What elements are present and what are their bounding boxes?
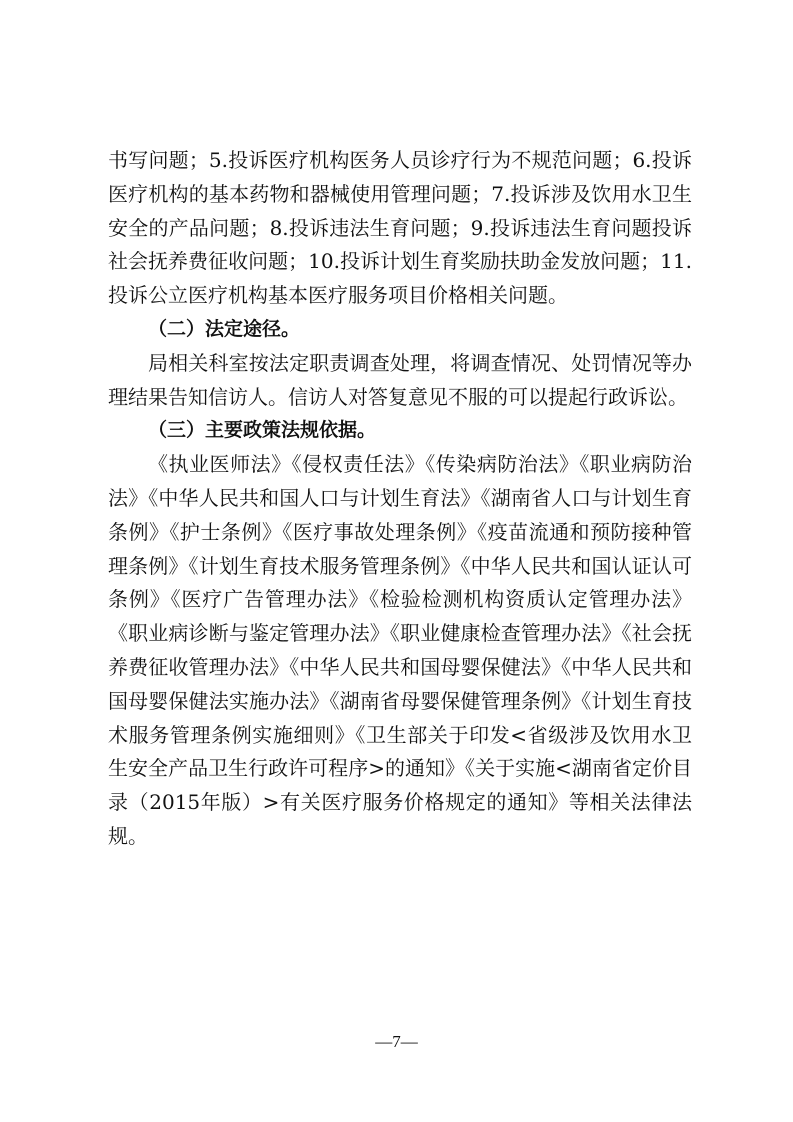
paragraph-laws-list: 《执业医师法》《侵权责任法》《传染病防治法》《职业病防治法》《中华人民共和国人口与计划生育法》《湖南省人口与计划生育条例》《护士条例》《医疗事故处理条例》《疫苗流通和预防接种管理条例》《计划生育技术服务管理条例》《中华人民共和国认证认可条例》《医疗广告管理办法》《检验检测机构资质认定管理办法》《职业病诊断与鉴定管理办法》《职业健康检查管理办法》《社会抚养费征收管理办法》《中华人民共和国母婴保健法》《中华人民共和国母婴保健法实施办法》《湖南省母婴保健管理条例》《计划生育技术服务管理条例实施细则》《卫生部关于印发<省级涉及饮用水卫生安全产品卫生行政许可程序>的通知》《关于实施<湖南省定价目录（2015年版）>有关医疗服务价格规定的通知》等相关法律法规。 [108, 452, 692, 848]
section-heading-legal-channel: （二）法定途径。 [148, 317, 301, 340]
document-body [108, 144, 692, 854]
paragraph-complaint-categories: 书写问题；5.投诉医疗机构医务人员诊疗行为不规范问题；6.投诉医疗机构的基本药物和器械使用管理问题；7.投诉涉及饮用水卫生安全的产品问题；8.投诉违法生育问题；9.投诉违法生育问题投诉社会抚养费征收问题；10.投诉计划生育奖励扶助金发放问题；11.投诉公立医疗机构基本医疗服务项目价格相关问题。 [108, 148, 692, 308]
section-heading-policy-basis: （三）主要政策法规依据。 [148, 419, 377, 442]
paragraph-legal-procedure: 局相关科室按法定职责调查处理，将调查情况、处罚情况等办理结果告知信访人。信访人对答复意见不服的可以提起行政诉讼。 [108, 350, 692, 409]
page-number: —7— [375, 1032, 418, 1051]
